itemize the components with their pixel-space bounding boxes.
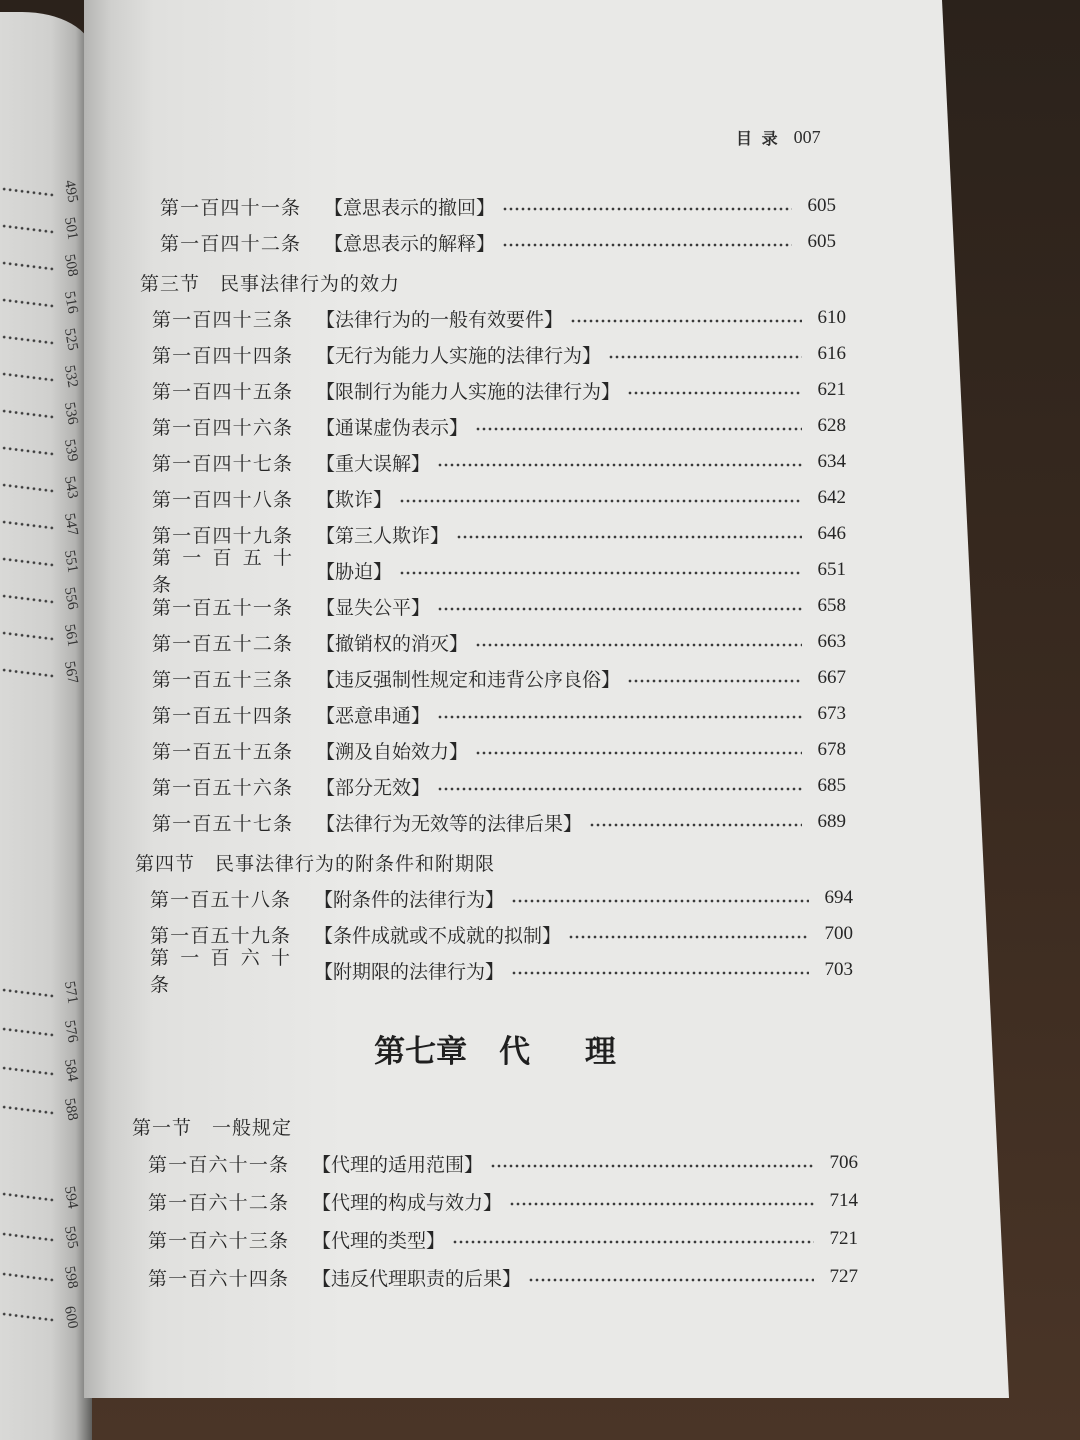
dot-leader (2, 630, 54, 640)
article-number: 第一百五十八条 (150, 888, 290, 911)
article-title: 【违反代理职责的后果】 (312, 1267, 522, 1290)
section-heading (132, 1108, 858, 1144)
article-title: 【代理的构成与效力】 (312, 1191, 503, 1214)
left-page-entry (0, 654, 86, 691)
header-page-number: 007 (793, 126, 821, 147)
section-title: 民事法律行为的效力 (220, 272, 401, 295)
toc-entry (132, 188, 858, 224)
article-title: 【条件成就或不成就的拟制】 (314, 924, 562, 947)
dot-leader (2, 408, 54, 418)
toc-entry (132, 300, 858, 336)
article-title: 【代理的适用范围】 (312, 1153, 484, 1176)
dot-leader (2, 297, 54, 307)
left-page-entry (0, 1217, 86, 1257)
page-number: 694 (824, 887, 853, 908)
page-number: 634 (817, 451, 846, 472)
left-page-number: 584 (60, 1057, 81, 1083)
toc-entry (132, 372, 858, 408)
dot-leader (2, 667, 54, 677)
dot-leader (510, 1202, 814, 1206)
article-number: 第一百五十五条 (152, 740, 292, 763)
toc-entry (132, 768, 858, 804)
left-page-number: 551 (60, 548, 81, 574)
dot-leader (438, 607, 802, 611)
dot-leader (438, 715, 802, 719)
article-number: 第 一 百 五 十 条 (152, 547, 292, 596)
article-number: 第一百五十一条 (152, 596, 292, 619)
article-title: 【附期限的法律行为】 (314, 960, 505, 983)
toc-entry (132, 660, 858, 696)
article-number: 第一百五十九条 (150, 924, 290, 947)
dot-leader (569, 935, 809, 939)
toc-entry (132, 547, 858, 596)
left-page-number: 501 (60, 215, 81, 241)
article-title: 【重大误解】 (316, 452, 431, 475)
page-number: 663 (817, 631, 846, 652)
page-number: 628 (817, 415, 846, 436)
article-number: 第一百五十七条 (152, 812, 292, 835)
dot-leader (2, 519, 54, 529)
chapter-title: 代 理 (499, 1033, 638, 1070)
article-number: 第一百四十二条 (160, 232, 300, 255)
left-page-entry (0, 432, 86, 469)
dot-leader (503, 207, 792, 211)
dot-leader (2, 334, 54, 344)
page-number: 700 (824, 923, 853, 944)
dot-leader (2, 1065, 54, 1075)
left-page-entry (0, 617, 86, 654)
left-page-entry (0, 210, 86, 247)
page-number: 685 (817, 775, 846, 796)
left-page-entries-group (0, 973, 86, 1129)
table-of-contents (132, 188, 858, 1296)
page-number: 621 (817, 379, 846, 400)
left-page-number: 516 (60, 289, 81, 315)
article-number: 第一百四十一条 (160, 196, 300, 219)
left-page-number: 539 (60, 437, 81, 463)
left-page-number: 547 (60, 511, 81, 537)
dot-leader (2, 186, 54, 196)
dot-leader (2, 1272, 54, 1282)
toc-article-group (132, 880, 858, 996)
left-page-number: 576 (60, 1018, 81, 1044)
left-page-number: 571 (60, 979, 81, 1005)
toc-entry (132, 444, 858, 480)
chapter-heading (132, 1018, 858, 1078)
dot-leader (400, 571, 802, 575)
running-header (736, 126, 821, 148)
left-page-entries-group (0, 173, 86, 691)
toc-entry (132, 1220, 858, 1258)
toc-entry (132, 696, 858, 732)
dot-leader (2, 482, 54, 492)
left-page-entry (0, 173, 86, 210)
left-page-number: 567 (60, 659, 81, 685)
dot-leader (476, 643, 802, 647)
dot-leader (512, 899, 809, 903)
left-page-entry (0, 358, 86, 395)
dot-leader (2, 1026, 54, 1036)
page-number: 721 (829, 1228, 858, 1249)
dot-leader (590, 823, 802, 827)
left-page-entry (0, 247, 86, 284)
article-number: 第一百四十四条 (152, 344, 292, 367)
left-page-entry (0, 543, 86, 580)
left-page-number: 588 (60, 1096, 81, 1122)
dot-leader (2, 1192, 54, 1202)
dot-leader (453, 1240, 814, 1244)
toc-article-group (132, 1144, 858, 1296)
left-page-number: 594 (60, 1184, 81, 1210)
page-number: 658 (817, 595, 846, 616)
dot-leader (628, 679, 802, 683)
article-title: 【代理的类型】 (312, 1229, 446, 1252)
left-facing-page (0, 12, 92, 1440)
dot-leader (476, 751, 802, 755)
article-number: 第一百四十五条 (152, 380, 292, 403)
toc-entry (132, 1182, 858, 1220)
page-number: 673 (817, 703, 846, 724)
article-number: 第一百五十二条 (152, 632, 292, 655)
left-page-number: 543 (60, 474, 81, 500)
toc-article-group (132, 300, 858, 840)
article-title: 【胁迫】 (316, 560, 393, 583)
article-title: 【附条件的法律行为】 (314, 888, 505, 911)
dot-leader (609, 355, 802, 359)
toc-article-group (132, 188, 858, 260)
page-number: 605 (807, 195, 836, 216)
dot-leader (438, 463, 802, 467)
article-title: 【限制行为能力人实施的法律行为】 (316, 380, 621, 403)
left-page-entry (0, 1012, 86, 1051)
page-number: 678 (817, 739, 846, 760)
left-page-entry (0, 1257, 86, 1297)
article-number: 第一百六十三条 (148, 1229, 288, 1252)
article-title: 【显失公平】 (316, 596, 431, 619)
page-number: 616 (817, 343, 846, 364)
toc-entry (132, 804, 858, 840)
dot-leader (2, 987, 54, 997)
article-title: 【意思表示的解释】 (324, 232, 496, 255)
left-page-number: 525 (60, 326, 81, 352)
toc-entry (132, 732, 858, 768)
left-page-entry (0, 1177, 86, 1217)
left-page-entry (0, 321, 86, 358)
toc-entry (132, 336, 858, 372)
toc-entry (132, 624, 858, 660)
page-number: 646 (817, 523, 846, 544)
page-number: 689 (817, 811, 846, 832)
dot-leader (2, 593, 54, 603)
left-page-number: 536 (60, 400, 81, 426)
toc-entry (132, 1258, 858, 1296)
section-heading (132, 264, 858, 300)
article-title: 【无行为能力人实施的法律行为】 (316, 344, 602, 367)
article-title: 【违反强制性规定和违背公序良俗】 (316, 668, 621, 691)
page-number: 642 (817, 487, 846, 508)
left-page-number: 561 (60, 622, 81, 648)
article-number: 第一百六十二条 (148, 1191, 288, 1214)
article-number: 第一百四十八条 (152, 488, 292, 511)
left-page-entry (0, 395, 86, 432)
left-page-entry (0, 1090, 86, 1129)
article-title: 【通谋虚伪表示】 (316, 416, 469, 439)
dot-leader (2, 1232, 54, 1242)
toc-entry (132, 588, 858, 624)
header-title: 目 录 (736, 128, 780, 148)
left-page-entry (0, 506, 86, 543)
left-page-number: 595 (60, 1224, 81, 1250)
article-number: 第一百四十六条 (152, 416, 292, 439)
article-number: 第一百五十四条 (152, 704, 292, 727)
left-page-number: 598 (60, 1264, 81, 1290)
page-number: 714 (829, 1190, 858, 1211)
page-number: 706 (829, 1152, 858, 1173)
dot-leader (2, 260, 54, 270)
article-number: 第一百六十一条 (148, 1153, 288, 1176)
article-number: 第一百六十四条 (148, 1267, 288, 1290)
article-title: 【欺诈】 (316, 488, 393, 511)
left-page-number: 600 (60, 1304, 81, 1330)
dot-leader (491, 1164, 814, 1168)
article-title: 【恶意串通】 (316, 704, 431, 727)
dot-leader (457, 535, 802, 539)
article-title: 【第三人欺诈】 (316, 524, 450, 547)
dot-leader (2, 223, 54, 233)
chapter-label: 第七章 (374, 1033, 468, 1070)
section-label: 第三节 (140, 272, 201, 295)
section-title: 民事法律行为的附条件和附期限 (215, 852, 496, 875)
article-number: 第 一 百 六 十 条 (150, 947, 290, 996)
toc-entry (132, 224, 858, 260)
page-number: 727 (829, 1266, 858, 1287)
article-title: 【意思表示的撤回】 (324, 196, 496, 219)
dot-leader (512, 971, 809, 975)
article-number: 第一百五十三条 (152, 668, 292, 691)
left-page-number: 532 (60, 363, 81, 389)
section-title: 一般规定 (212, 1116, 293, 1139)
article-number: 第一百四十九条 (152, 524, 292, 547)
article-number: 第一百五十六条 (152, 776, 292, 799)
dot-leader (476, 427, 802, 431)
left-page-number: 495 (60, 178, 81, 204)
left-page-entry (0, 580, 86, 617)
left-page-entry (0, 284, 86, 321)
section-label: 第一节 (132, 1116, 193, 1139)
page-number: 651 (817, 559, 846, 580)
left-page-entry (0, 469, 86, 506)
left-page-number: 556 (60, 585, 81, 611)
article-title: 【部分无效】 (316, 776, 431, 799)
toc-entry (132, 408, 858, 444)
article-title: 【撤销权的消灭】 (316, 632, 469, 655)
article-number: 第一百四十七条 (152, 452, 292, 475)
left-page-number: 508 (60, 252, 81, 278)
dot-leader (400, 499, 802, 503)
dot-leader (529, 1278, 814, 1282)
left-page-entry (0, 1051, 86, 1090)
article-title: 【法律行为的一般有效要件】 (316, 308, 564, 331)
section-label: 第四节 (135, 852, 196, 875)
dot-leader (2, 556, 54, 566)
dot-leader (2, 371, 54, 381)
article-title: 【溯及自始效力】 (316, 740, 469, 763)
dot-leader (2, 1312, 54, 1322)
toc-entry (132, 880, 858, 916)
article-number: 第一百四十三条 (152, 308, 292, 331)
dot-leader (503, 243, 792, 247)
page-number: 667 (817, 667, 846, 688)
toc-entry (132, 480, 858, 516)
page-number: 610 (817, 307, 846, 328)
left-page-entry (0, 973, 86, 1012)
left-page-entries-group (0, 1177, 86, 1337)
toc-entry (132, 1144, 858, 1182)
dot-leader (628, 391, 802, 395)
section-heading (132, 844, 858, 880)
dot-leader (438, 787, 802, 791)
toc-entry (132, 947, 858, 996)
dot-leader (2, 1104, 54, 1114)
dot-leader (571, 319, 802, 323)
left-page-entry (0, 1297, 86, 1337)
page-number: 703 (824, 959, 853, 980)
page-number: 605 (807, 231, 836, 252)
dot-leader (2, 445, 54, 455)
article-title: 【法律行为无效等的法律后果】 (316, 812, 583, 835)
